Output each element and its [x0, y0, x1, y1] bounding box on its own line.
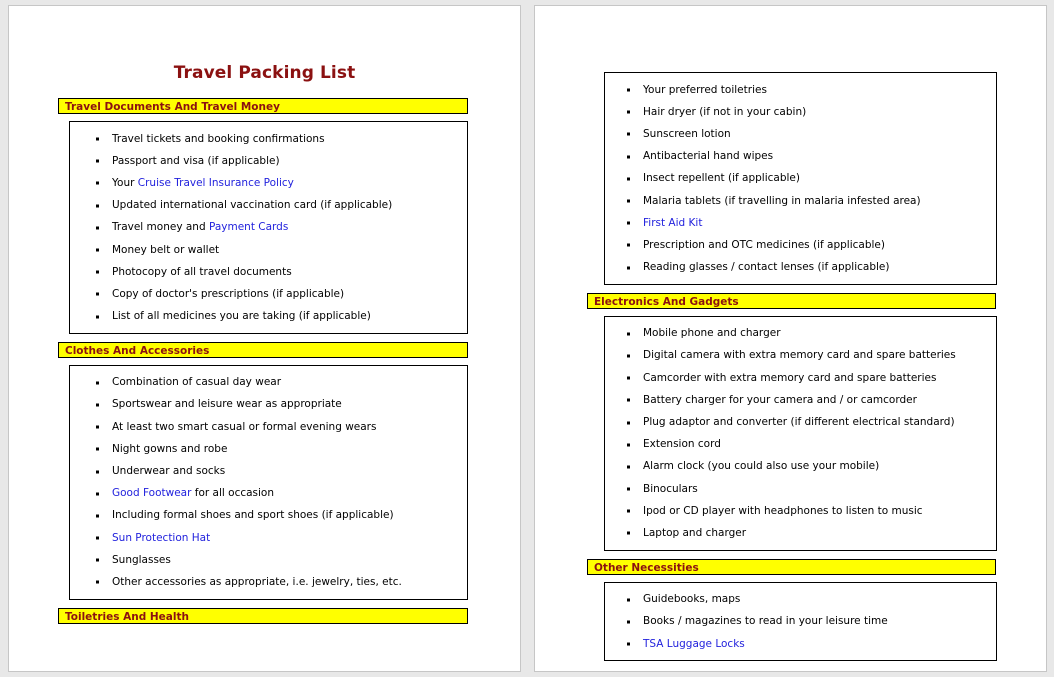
item-text: Night gowns and robe — [112, 442, 228, 455]
checklist — [605, 589, 996, 656]
item-text: Extension cord — [643, 438, 721, 451]
item-text: Guidebooks, maps — [643, 593, 741, 606]
bullet-icon — [627, 222, 630, 225]
list-item — [605, 367, 996, 389]
list-item — [605, 522, 996, 544]
section-header: Toiletries And Health — [58, 608, 468, 624]
bullet-icon — [627, 111, 630, 114]
item-text: Reading glasses / contact lenses (if applicable) — [643, 261, 890, 274]
section-header: Other Necessities — [587, 559, 996, 575]
list-item — [70, 416, 467, 438]
bullet-icon — [96, 403, 99, 406]
checklist-box — [69, 121, 468, 334]
item-text: Digital camera with extra memory card and spare batteries — [643, 349, 956, 362]
document-page-1 — [8, 5, 521, 672]
item-text: for all occasion — [191, 487, 275, 500]
list-item — [70, 195, 467, 217]
bullet-icon — [96, 448, 99, 451]
item-text: Insect repellent (if applicable) — [643, 172, 800, 185]
section-header: Travel Documents And Travel Money — [58, 98, 468, 114]
list-item — [70, 505, 467, 527]
list-item — [70, 283, 467, 305]
checklist — [605, 79, 996, 279]
bullet-icon — [96, 537, 99, 540]
item-text: Including formal shoes and sport shoes (if applicable) — [112, 509, 394, 522]
list-item — [70, 239, 467, 261]
bullet-icon — [627, 598, 630, 601]
list-item — [605, 456, 996, 478]
list-item — [605, 146, 996, 168]
bullet-icon — [627, 488, 630, 491]
list-item — [605, 345, 996, 367]
checklist-box — [604, 316, 997, 551]
hyperlink[interactable]: First Aid Kit — [643, 216, 703, 229]
item-text: Updated international vaccination card (if applicable) — [112, 199, 393, 212]
item-text: Antibacterial hand wipes — [643, 150, 774, 163]
checklist-box — [604, 582, 997, 662]
list-item — [70, 128, 467, 150]
list-item — [605, 323, 996, 345]
bullet-icon — [96, 315, 99, 318]
checklist — [70, 372, 467, 594]
bullet-icon — [627, 399, 630, 402]
list-item — [605, 589, 996, 611]
list-item — [605, 633, 996, 655]
item-text: Mobile phone and charger — [643, 327, 781, 340]
list-section — [587, 293, 1007, 559]
bullet-icon — [96, 249, 99, 252]
bullet-icon — [627, 133, 630, 136]
list-item — [605, 500, 996, 522]
item-text: Alarm clock (you could also use your mobile) — [643, 460, 880, 473]
list-section — [58, 342, 478, 608]
item-text: Malaria tablets (if travelling in malaria infested area) — [643, 194, 921, 207]
page-2-sections — [587, 72, 1007, 669]
bullet-icon — [96, 226, 99, 229]
list-item — [70, 438, 467, 460]
bullet-icon — [627, 643, 630, 646]
item-text: Sunglasses — [112, 553, 171, 566]
list-item — [70, 306, 467, 328]
item-text: Copy of doctor's prescriptions (if applicable) — [112, 287, 345, 300]
page-1-sections — [58, 98, 478, 624]
checklist — [70, 128, 467, 328]
bullet-icon — [96, 470, 99, 473]
bullet-icon — [96, 293, 99, 296]
item-text: Travel tickets and booking confirmations — [112, 132, 325, 145]
bullet-icon — [96, 492, 99, 495]
list-item — [605, 611, 996, 633]
bullet-icon — [627, 510, 630, 513]
item-text: Passport and visa (if applicable) — [112, 154, 280, 167]
item-text: Your preferred toiletries — [643, 83, 767, 96]
list-item — [70, 394, 467, 416]
list-item — [605, 389, 996, 411]
item-text: At least two smart casual or formal evening wears — [112, 420, 377, 433]
item-text: Combination of casual day wear — [112, 376, 282, 389]
bullet-icon — [96, 514, 99, 517]
page-1-content — [9, 6, 520, 671]
list-item — [605, 411, 996, 433]
list-item — [70, 571, 467, 593]
hyperlink[interactable]: Payment Cards — [208, 221, 289, 234]
bullet-icon — [96, 271, 99, 274]
item-text: Hair dryer (if not in your cabin) — [643, 105, 807, 118]
bullet-icon — [627, 465, 630, 468]
list-item — [70, 372, 467, 394]
item-text: Other accessories as appropriate, i.e. jewelry, ties, etc. — [112, 575, 402, 588]
list-item — [70, 460, 467, 482]
list-item — [70, 172, 467, 194]
section-spacer — [587, 285, 1007, 293]
item-text: Binoculars — [643, 482, 698, 495]
list-item — [605, 168, 996, 190]
hyperlink[interactable]: Good Footwear — [112, 487, 192, 500]
item-text: Your — [112, 176, 138, 189]
item-text: Plug adaptor and converter (if different electrical standard) — [643, 416, 955, 429]
bullet-icon — [627, 244, 630, 247]
bullet-icon — [627, 89, 630, 92]
section-header: Electronics And Gadgets — [587, 293, 996, 309]
bullet-icon — [96, 581, 99, 584]
list-section — [587, 559, 1007, 670]
list-item — [70, 527, 467, 549]
item-text: Battery charger for your camera and / or camcorder — [643, 393, 917, 406]
page-2-content — [535, 6, 1046, 671]
list-item — [70, 150, 467, 172]
hyperlink[interactable]: Cruise Travel Insurance Policy — [137, 176, 294, 189]
bullet-icon — [627, 377, 630, 380]
item-text: Photocopy of all travel documents — [112, 265, 292, 278]
list-item — [70, 217, 467, 239]
list-item — [70, 261, 467, 283]
item-text: Books / magazines to read in your leisure time — [643, 615, 888, 628]
list-item — [605, 234, 996, 256]
bullet-icon — [627, 332, 630, 335]
list-section — [58, 608, 478, 624]
list-item — [605, 434, 996, 456]
section-spacer — [587, 551, 1007, 559]
checklist-box — [604, 72, 997, 285]
list-item — [70, 549, 467, 571]
item-text: Camcorder with extra memory card and spare batteries — [643, 371, 937, 384]
hyperlink[interactable]: Sun Protection Hat — [112, 531, 211, 544]
list-item — [605, 212, 996, 234]
bullet-icon — [96, 138, 99, 141]
checklist — [605, 323, 996, 545]
item-text: Underwear and socks — [112, 465, 226, 478]
list-item — [605, 257, 996, 279]
bullet-icon — [96, 182, 99, 185]
bullet-icon — [627, 620, 630, 623]
item-text: Money belt or wallet — [112, 243, 220, 256]
list-item — [605, 101, 996, 123]
bullet-icon — [627, 421, 630, 424]
bullet-icon — [96, 204, 99, 207]
item-text: Sportswear and leisure wear as appropriate — [112, 398, 342, 411]
bullet-icon — [627, 354, 630, 357]
bullet-icon — [627, 200, 630, 203]
list-item — [70, 483, 467, 505]
item-text: Sunscreen lotion — [643, 127, 731, 140]
section-spacer — [58, 600, 478, 608]
item-text: Prescription and OTC medicines (if applicable) — [643, 238, 885, 251]
bullet-icon — [627, 177, 630, 180]
bullet-icon — [627, 155, 630, 158]
list-item — [605, 478, 996, 500]
page-title: Travel Packing List — [173, 63, 356, 83]
item-text: List of all medicines you are taking (if applicable) — [112, 310, 371, 323]
section-spacer — [58, 334, 478, 342]
list-item — [605, 123, 996, 145]
bullet-icon — [96, 559, 99, 562]
list-item — [605, 190, 996, 212]
list-item — [605, 79, 996, 101]
bullet-icon — [96, 381, 99, 384]
bullet-icon — [627, 266, 630, 269]
bullet-icon — [96, 160, 99, 163]
document-page-2 — [534, 5, 1047, 672]
list-section — [58, 98, 478, 342]
hyperlink[interactable]: TSA Luggage Locks — [643, 637, 745, 650]
item-text: Travel money and — [112, 221, 209, 234]
list-section — [587, 72, 1007, 293]
item-text: Laptop and charger — [643, 526, 747, 539]
section-header: Clothes And Accessories — [58, 342, 468, 358]
bullet-icon — [627, 443, 630, 446]
checklist-box — [69, 365, 468, 600]
section-spacer — [587, 661, 1007, 669]
item-text: Ipod or CD player with headphones to listen to music — [643, 504, 923, 517]
bullet-icon — [627, 532, 630, 535]
bullet-icon — [96, 426, 99, 429]
